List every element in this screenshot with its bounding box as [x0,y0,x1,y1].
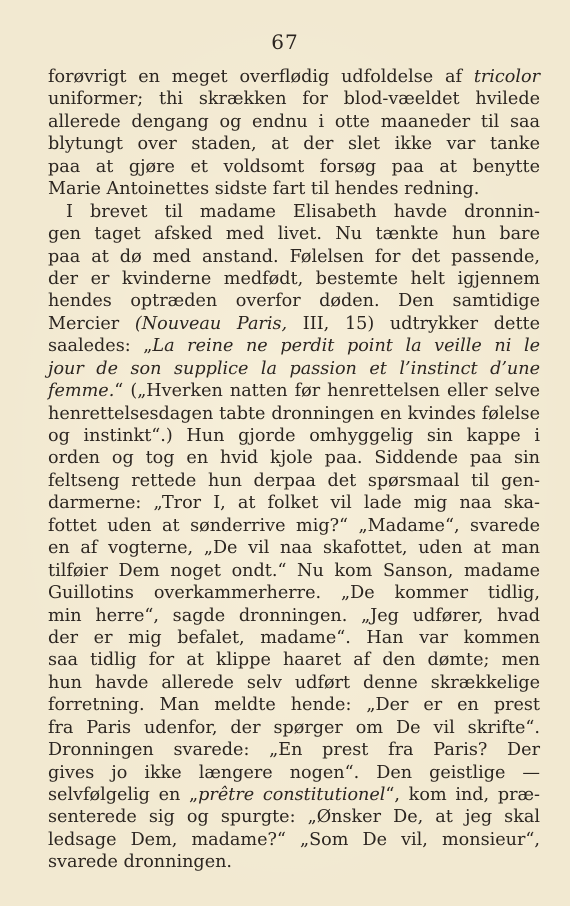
text-segment: hendes optræden overfor døden. Den samtidige [48,291,540,312]
text-segment: henrettelsesdagen tabte dronningen en kvindes følelse [48,403,540,424]
text-segment: fottet uden at sønderrive mig?“ „Madame“, svarede [48,515,540,536]
text-line [48,582,540,604]
text-segment: “, kom ind, præ- [385,785,540,805]
text-line [48,66,540,88]
text-segment: selvfølgelig en „ [48,785,199,805]
text-line [48,560,540,582]
text-segment: min herre“, sagde dronningen. „Jeg udfører, hvad [48,605,540,626]
text-segment: blytungt over staden, at der slet ikke var tanke [48,134,540,155]
text-segment: fra Paris udenfor, der spørger om De vil skrifte“. [48,717,540,738]
text-segment: Mercier [48,313,135,334]
text-line [48,425,540,447]
text-line [48,739,540,761]
text-segment: feltseng rettede hun derpaa det spørsmaal til gen- [48,470,540,491]
text-segment: tilføier Dem noget ondt.“ Nu kom Sanson, madame [48,560,540,581]
text-line [48,88,540,110]
body-text [48,66,540,874]
text-line [48,829,540,851]
text-line [48,358,540,380]
text-line [48,717,540,739]
text-line [48,447,540,469]
text-segment: forretning. Man meldte hende: „Der er en prest [48,695,540,716]
text-line [48,111,540,133]
text-line [48,762,540,784]
text-segment: uniformer; thi skrækken for blod-væeldet hvilede [48,89,540,110]
page-number: 67 [271,30,299,54]
text-line [48,492,540,514]
text-line [48,223,540,245]
text-segment: der er kvinderne medfødt, bestemte helt igjennem [48,268,540,289]
text-segment: saaledes: „ [48,336,153,357]
text-segment: paa at gjøre et voldsomt forsøg paa at benytte [48,156,540,177]
italic-text: femme. [48,381,115,402]
italic-text: La reine ne perdit point la veille ni le [152,336,540,357]
text-segment: saa tidlig for at klippe haaret af den dømte; men [48,650,540,671]
text-segment: svarede dronningen. [48,852,233,873]
text-line [48,133,540,155]
text-line [48,470,540,492]
text-segment: gives jo ikke længere nogen“. Den geistlige — [48,762,540,783]
text-segment: hun havde allerede selv udført denne skrækkelige [48,672,540,693]
text-line [48,851,540,873]
text-segment: paa at dø med anstand. Følelsen for det passende, [48,246,540,267]
text-segment: ledsage Dem, madame?“ „Som De vil, monsieur“, [48,829,540,850]
text-segment: der er mig befalet, madame“. Han var kommen [48,627,540,648]
text-line [48,694,540,716]
text-line [48,605,540,627]
italic-text: jour de son supplice la passion et l’instinct d’une [48,358,540,379]
text-segment: I brevet til madame Elisabeth havde dronnin- [66,201,540,222]
italic-text: prêtre constitutionel [198,785,386,805]
text-segment: III, 15) udtrykker dette [287,313,540,334]
text-line [48,515,540,537]
text-segment: orden og tog en hvid kjole paa. Siddende paa sin [48,448,540,469]
text-line [48,672,540,694]
italic-text: (Nouveau Paris, [134,313,288,334]
text-segment: allerede dengang og endnu i otte maaneder til saa [48,111,540,132]
text-line [48,156,540,178]
text-line [48,537,540,559]
text-segment: senterede sig og spurgte: „Ønsker De, at jeg skal [48,807,540,828]
text-line [48,627,540,649]
text-line [48,268,540,290]
text-line [48,335,540,357]
text-line [48,403,540,425]
text-line [48,246,540,268]
text-line [48,290,540,312]
text-segment: Marie Antoinettes sidste fart til hendes redning. [48,179,480,200]
text-segment: Guillotins overkammerherre. „De kommer tidlig, [48,583,540,604]
text-segment: en af vogterne, „De vil naa skafottet, uden at man [48,538,540,559]
text-line [48,313,540,335]
text-line [48,784,540,806]
text-segment: og instinkt“.) Hun gjorde omhyggelig sin kappe i [48,426,540,446]
text-segment: forøvrigt en meget overflødig udfoldelse af [48,67,474,87]
italic-text: tricolor [473,67,540,87]
text-line [48,178,540,200]
text-segment: darmerne: „Tror I, at folket vil lade mig naa ska- [48,493,540,514]
text-line [48,380,540,402]
text-line [48,806,540,828]
text-segment: “ („Hverken natten før henrettelsen eller selve [114,381,540,402]
text-line [48,201,540,223]
text-line [48,649,540,671]
text-segment: Dronningen svarede: „En prest fra Paris? Der [48,740,540,761]
text-segment: gen taget afsked med livet. Nu tænkte hun bare [48,224,540,245]
